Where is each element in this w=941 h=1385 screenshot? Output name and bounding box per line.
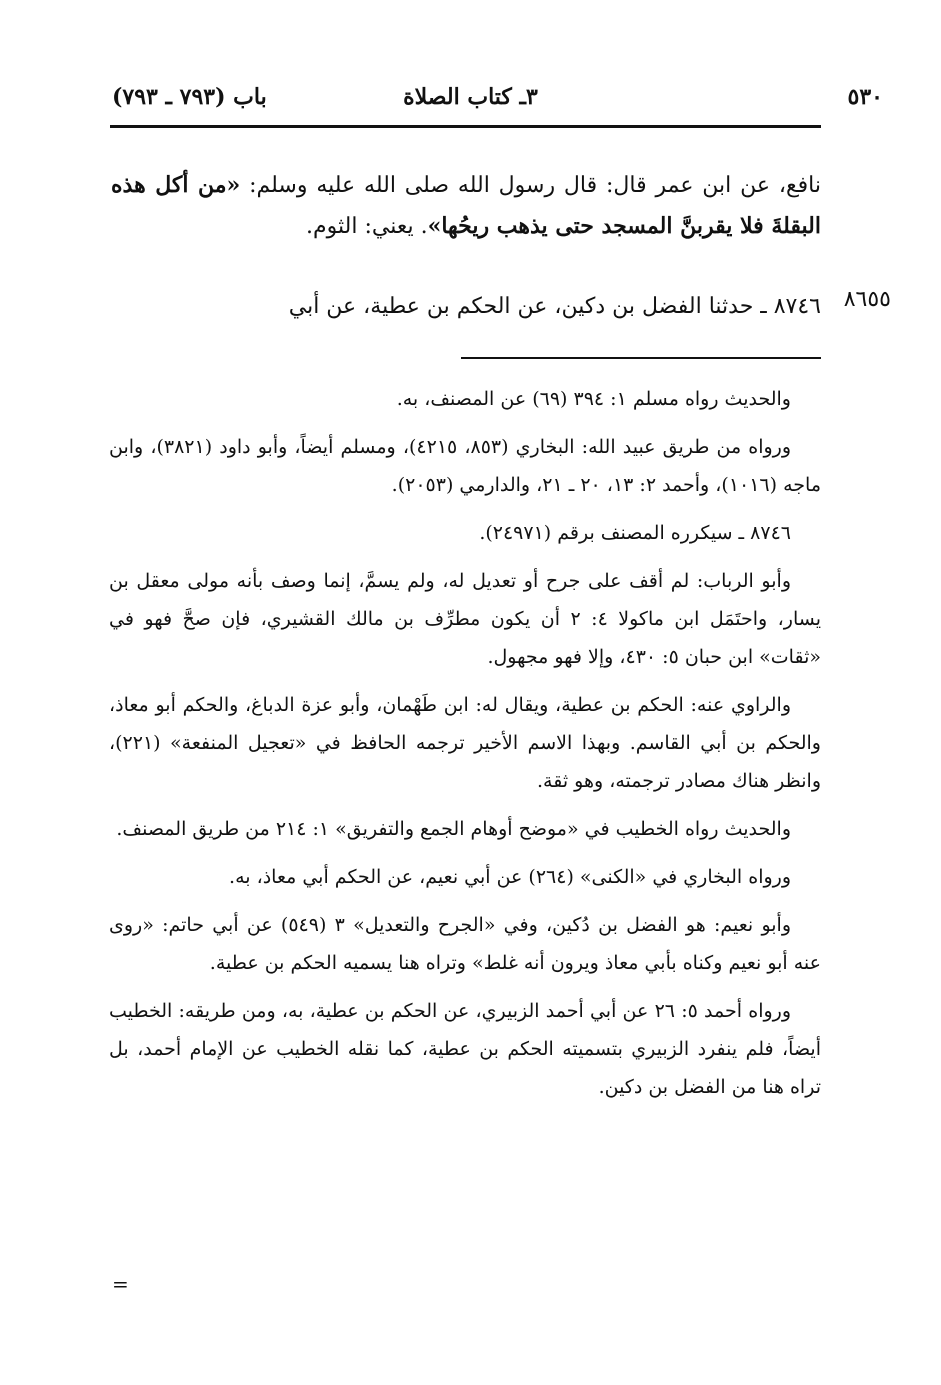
footnote-paragraph: والراوي عنه: الحكم بن عطية، ويقال له: ابن طَهْمان، وأبو عزة الدباغ، والحكم أبو معاذ، والحكم بن أبي القاسم. وبهذا الاسم الأخير ترجمه الحافظ في «تعجيل المنفعة» (٢٢١)، وانظر هناك مصادر ترجمته، وهو ثقة. [109,694,821,792]
footnote-paragraph: وأبو الرباب: لم أقف على جرح أو تعديل له، ولم يسمَّ، إنما وصف بأنه مولى معقل بن يسار، واحتَمَل ابن ماكولا ٤: ٢ أن يكون مطرِّف بن مالك القشيري، فإن صحَّ فهو في «ثقات» ابن حبان ٥: ٤٣٠، وإلا فهو مجهول. [109,570,821,668]
footnotes [109,380,821,1116]
footnote-paragraph: ٨٧٤٦ ـ سيكرره المصنف برقم (٢٤٩٧١). [479,522,791,544]
hadith-entry [0,287,941,337]
hadith-quote: «من أكل هذه البقلةَ فلا يقربنَّ المسجد حتى يذهب ريحُها» [111,172,821,239]
main-text-part2: . يعني: الثوم. [306,214,428,239]
page-number: ٥٣٠ [847,84,883,110]
hadith-text: ٨٧٤٦ ـ حدثنا الفضل بن دكين، عن الحكم بن عطية، عن أبي [288,294,821,319]
footnote-paragraph: وأبو نعيم: هو الفضل بن دُكين، وفي «الجرح والتعديل» ٣ (٥٤٩) عن أبي حاتم: «روى عنه أبو نعيم وكناه بأبي معاذ ويرون أنه غلط» وتراه هنا يسميه الحكم بن عطية. [109,914,821,974]
footnote-rule [461,357,821,359]
footnote-paragraph: والحديث رواه الخطيب في «موضح أوهام الجمع والتفريق» ١: ٢١٤ من طريق المصنف. [116,818,791,840]
footnote-paragraph: والحديث رواه مسلم ١: ٣٩٤ (٦٩) عن المصنف، به. [396,388,791,410]
footnote-paragraph: ورواه أحمد ٥: ٢٦ عن أبي أحمد الزبيري، عن الحكم بن عطية، به، ومن طريقه: الخطيب أيضاً، فلم ينفرد الزبيري بتسميته الحكم بن عطية، كما نقله الخطيب عن الإمام أحمد، بل تراه هنا من الفضل بن دكين. [109,1000,821,1098]
hadith-margin-number: ٨٦٥٥ [843,287,891,312]
footnote-paragraph: ورواه البخاري في «الكنى» (٢٦٤) عن أبي نعيم، عن الحكم أبي معاذ، به. [229,866,791,888]
chapter-heading: باب (٧٩٣ ـ ٧٩٣) [112,84,267,110]
continuation-mark: = [112,1272,129,1296]
footnote-paragraph: ورواه من طريق عبيد الله: البخاري (٨٥٣، ٤٢١٥)، ومسلم أيضاً، وأبو داود (٣٨٢١)، وابن ماجه (١٠١٦)، وأحمد ٢: ١٣، ٢٠ ـ ٢١، والدارمي (٢٠٥٣). [109,436,821,496]
book-title: ٣ـ كتاب الصلاة [403,84,538,110]
main-paragraph [111,165,821,247]
header-rule [110,125,821,128]
main-text-part1: نافع، عن ابن عمر قال: قال رسول الله صلى الله عليه وسلم: [240,173,822,198]
